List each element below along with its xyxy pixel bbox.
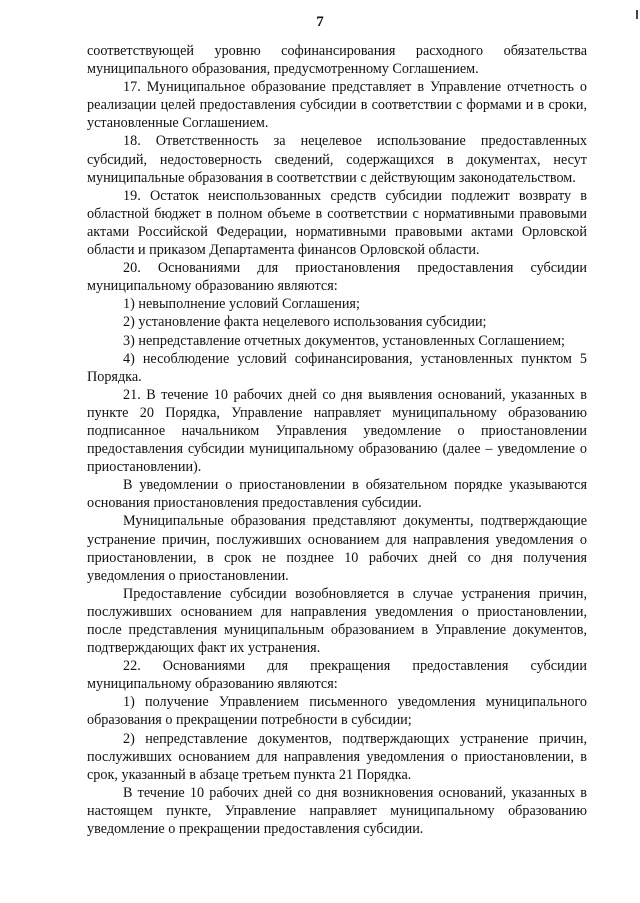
paragraph-item-21: 21. В течение 10 рабочих дней со дня выявления оснований, указанных в пункте 20 Порядка, Управление направляет муниципальному образованию подписанное начальником Управления уведомление о приостановлении предоставления субсидии муниципальному образованию (далее – уведомление о приостановлении). — [87, 386, 587, 476]
paragraph-continuation: соответствующей уровню софинансирования расходного обязательства муниципального образования, предусмотренному Соглашением. — [87, 43, 587, 78]
list-item-20-1: 1) невыполнение условий Соглашения; — [123, 296, 360, 313]
paragraph-item-20: 20. Основаниями для приостановления предоставления субсидии муниципальному образованию являются: — [87, 260, 587, 295]
paragraph-21-resumption: Предоставление субсидии возобновляется в случае устранения причин, послуживших основанием для направления уведомления о приостановлении, после представления муниципальным образованием в Управление документов, подтверждающих факт их устранения. — [87, 585, 587, 657]
list-item-20-3: 3) непредставление отчетных документов, установленных Соглашением; — [123, 332, 565, 349]
document-body — [87, 42, 587, 838]
paragraph-21-notice-grounds: В уведомлении о приостановлении в обязательном порядке указываются основания приостановления предоставления субсидии. — [87, 477, 587, 512]
list-item-20-4: 4) несоблюдение условий софинансирования, установленных пунктом 5 Порядка. — [87, 350, 587, 385]
list-item-20-2: 2) установление факта нецелевого использования субсидии; — [123, 314, 487, 331]
paragraph-22-termination-notice: В течение 10 рабочих дней со дня возникновения оснований, указанных в настоящем пункте, Управление направляет муниципальному образованию уведомление о прекращении предоставления субсидии. — [87, 784, 587, 838]
scan-edge-mark — [636, 10, 638, 19]
paragraph-item-17: 17. Муниципальное образование представляет в Управление отчетность о реализации целей предоставления субсидии в соответствии с формами и в сроки, установленные Соглашением. — [87, 79, 587, 132]
list-item-22-2: 2) непредставление документов, подтверждающих устранение причин, послуживших основанием для направления уведомления о приостановлении, в срок, указанный в абзаце третьем пункта 21 Порядка. — [87, 730, 587, 783]
paragraph-item-19: 19. Остаток неиспользованных средств субсидии подлежит возврату в областной бюджет в полном объеме в соответствии с нормативными правовыми актами Российской Федерации, нормативными правовыми актами Орловской области и приказом Департамента финансов Орловской области. — [87, 187, 587, 259]
paragraph-21-documents: Муниципальные образования представляют документы, подтверждающие устранение причин, послуживших основанием для направления уведомления о приостановлении, в срок не позднее 10 рабочих дней со дня получения уведомления о приостановлении. — [87, 513, 587, 584]
paragraph-item-18: 18. Ответственность за нецелевое использование предоставленных субсидий, недостоверность сведений, содержащихся в документах, несут муниципальные образования в соответствии с действующим законодательством. — [87, 133, 587, 186]
page-number: 7 — [316, 14, 324, 30]
paragraph-item-22: 22. Основаниями для прекращения предоставления субсидии муниципальному образованию являются: — [87, 658, 587, 693]
list-item-22-1: 1) получение Управлением письменного уведомления муниципального образования о прекращении потребности в субсидии; — [87, 694, 587, 729]
